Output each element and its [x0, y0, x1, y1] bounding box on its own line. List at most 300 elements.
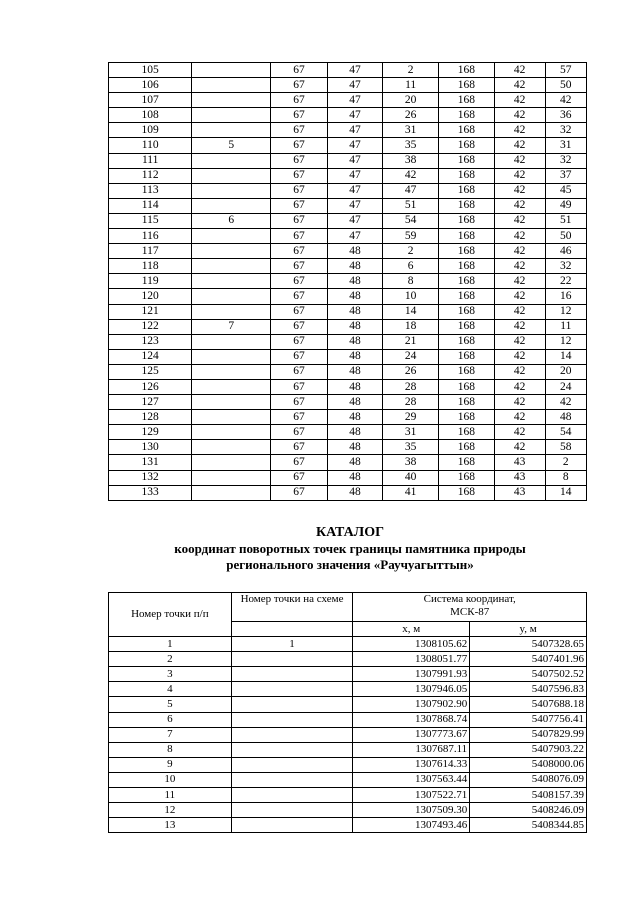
table-cell: 5407596.83 [470, 682, 587, 697]
table-cell: 67 [271, 274, 328, 289]
table-cell: 24 [545, 379, 586, 394]
table-cell: 116 [109, 229, 192, 244]
table-cell: 51 [545, 213, 586, 228]
table-cell: 5408344.85 [470, 818, 587, 833]
table-cell: 1 [109, 637, 232, 652]
table-cell: 67 [271, 379, 328, 394]
table-cell: 1307522.71 [353, 788, 470, 803]
table-cell [231, 682, 353, 697]
table-cell: 51 [383, 198, 439, 213]
table-row [109, 425, 587, 440]
table-cell: 113 [109, 183, 192, 198]
table-cell: 47 [327, 183, 383, 198]
table-row [109, 274, 587, 289]
table-row [109, 727, 587, 742]
table-cell: 168 [438, 153, 494, 168]
table-cell: 48 [327, 455, 383, 470]
table-cell [192, 410, 271, 425]
table-cell [192, 364, 271, 379]
table-cell: 12 [545, 334, 586, 349]
table-cell: 67 [271, 213, 328, 228]
header-coord-system [353, 593, 587, 622]
table-cell: 115 [109, 213, 192, 228]
table-cell: 5407688.18 [470, 697, 587, 712]
table-cell: 42 [494, 78, 545, 93]
table-cell: 50 [545, 78, 586, 93]
table-cell: 1307773.67 [353, 727, 470, 742]
table-cell: 48 [327, 334, 383, 349]
table-cell: 67 [271, 319, 328, 334]
table-cell: 168 [438, 183, 494, 198]
table-row [109, 440, 587, 455]
table-cell [231, 727, 353, 742]
table-cell [192, 259, 271, 274]
table-cell: 168 [438, 63, 494, 78]
table-cell: 42 [494, 198, 545, 213]
header-point-number: Номер точки п/п [109, 593, 232, 637]
table-cell: 47 [327, 63, 383, 78]
table-cell: 67 [271, 410, 328, 425]
table-cell: 107 [109, 93, 192, 108]
table-cell: 1307946.05 [353, 682, 470, 697]
table-cell [192, 470, 271, 485]
table-cell: 42 [494, 138, 545, 153]
table-cell [231, 772, 353, 787]
table-cell [192, 349, 271, 364]
table-row [109, 379, 587, 394]
table-cell [192, 244, 271, 259]
table-cell: 41 [383, 485, 439, 500]
table-cell: 67 [271, 334, 328, 349]
table-cell: 32 [545, 259, 586, 274]
table-cell: 122 [109, 319, 192, 334]
table-cell: 14 [383, 304, 439, 319]
table-cell: 111 [109, 153, 192, 168]
table-row [109, 485, 587, 500]
table-cell: 119 [109, 274, 192, 289]
table-cell: 124 [109, 349, 192, 364]
table-cell: 1307493.46 [353, 818, 470, 833]
table-cell: 130 [109, 440, 192, 455]
table-cell: 67 [271, 304, 328, 319]
table-cell: 168 [438, 168, 494, 183]
table-cell: 127 [109, 395, 192, 410]
table-cell [192, 93, 271, 108]
table-row [109, 259, 587, 274]
table-cell: 11 [109, 788, 232, 803]
table-cell: 67 [271, 244, 328, 259]
table-row [109, 138, 587, 153]
table-cell: 67 [271, 364, 328, 379]
table-cell [192, 455, 271, 470]
table-row [109, 697, 587, 712]
table-cell: 47 [327, 108, 383, 123]
table-row [109, 304, 587, 319]
table-row [109, 108, 587, 123]
table-cell: 168 [438, 455, 494, 470]
table-cell: 48 [327, 485, 383, 500]
table-cell: 47 [327, 198, 383, 213]
table-cell: 67 [271, 425, 328, 440]
table-cell: 67 [271, 183, 328, 198]
table-cell [192, 183, 271, 198]
table-cell: 133 [109, 485, 192, 500]
table-row [109, 667, 587, 682]
table-cell: 67 [271, 168, 328, 183]
table-cell: 48 [327, 395, 383, 410]
table-cell: 42 [494, 395, 545, 410]
table-cell: 168 [438, 93, 494, 108]
table-cell: 42 [494, 349, 545, 364]
header-scheme-number: Номер точки на схеме [231, 593, 353, 622]
table-cell: 5407829.99 [470, 727, 587, 742]
table-cell: 42 [494, 334, 545, 349]
table-cell: 1308105.62 [353, 637, 470, 652]
table-header-row [109, 593, 587, 622]
table-cell: 168 [438, 213, 494, 228]
table-cell: 67 [271, 93, 328, 108]
table-cell [192, 485, 271, 500]
table-cell: 168 [438, 198, 494, 213]
table-cell: 114 [109, 198, 192, 213]
catalog-subtitle-line1: координат поворотных точек границы памятника природы [174, 541, 526, 556]
table-cell [192, 63, 271, 78]
table-cell: 168 [438, 78, 494, 93]
table-cell: 67 [271, 259, 328, 274]
table-cell: 59 [383, 229, 439, 244]
table-cell: 42 [494, 274, 545, 289]
table-row [109, 289, 587, 304]
table-cell: 2 [545, 455, 586, 470]
table-cell [192, 274, 271, 289]
table-row [109, 712, 587, 727]
table-cell: 67 [271, 63, 328, 78]
table-cell: 5407401.96 [470, 652, 587, 667]
table-cell: 4 [109, 682, 232, 697]
catalog-title-block [60, 525, 640, 573]
table-cell: 35 [383, 138, 439, 153]
table-row [109, 818, 587, 833]
table-cell: 38 [383, 455, 439, 470]
table-cell: 21 [383, 334, 439, 349]
table-row [109, 198, 587, 213]
table-cell: 168 [438, 304, 494, 319]
table-cell: 131 [109, 455, 192, 470]
table-cell: 47 [327, 168, 383, 183]
table-cell: 49 [545, 198, 586, 213]
table-cell: 28 [383, 395, 439, 410]
table-cell: 36 [545, 108, 586, 123]
table-cell: 48 [327, 470, 383, 485]
table-cell: 11 [383, 78, 439, 93]
table-cell: 18 [383, 319, 439, 334]
table-cell: 168 [438, 123, 494, 138]
table-cell: 1307687.11 [353, 742, 470, 757]
table-cell: 14 [545, 349, 586, 364]
table-cell [192, 425, 271, 440]
table-cell [231, 697, 353, 712]
table-cell: 168 [438, 440, 494, 455]
table-cell: 47 [327, 213, 383, 228]
table-row [109, 93, 587, 108]
table-cell [231, 818, 353, 833]
table-cell: 42 [545, 93, 586, 108]
table-cell: 47 [327, 229, 383, 244]
table-cell: 48 [327, 410, 383, 425]
table-cell [192, 440, 271, 455]
table-cell: 42 [494, 425, 545, 440]
table-cell: 109 [109, 123, 192, 138]
table-cell: 112 [109, 168, 192, 183]
table-row [109, 652, 587, 667]
table-row [109, 123, 587, 138]
table-cell: 48 [327, 259, 383, 274]
table-cell: 6 [109, 712, 232, 727]
table-cell: 67 [271, 289, 328, 304]
table-cell: 42 [494, 440, 545, 455]
table-cell: 5407903.22 [470, 742, 587, 757]
table-row [109, 788, 587, 803]
table-row [109, 682, 587, 697]
table-cell [192, 289, 271, 304]
table-cell: 67 [271, 123, 328, 138]
table-cell: 125 [109, 364, 192, 379]
table-cell: 47 [327, 78, 383, 93]
table-cell: 57 [545, 63, 586, 78]
table-cell: 58 [545, 440, 586, 455]
table-cell [192, 108, 271, 123]
table-cell: 123 [109, 334, 192, 349]
table-cell [231, 652, 353, 667]
table-cell: 48 [327, 244, 383, 259]
table-cell: 42 [494, 364, 545, 379]
table-cell: 168 [438, 470, 494, 485]
table-cell: 50 [545, 229, 586, 244]
table-cell: 48 [327, 289, 383, 304]
table-cell [192, 198, 271, 213]
table-row [109, 183, 587, 198]
table-cell: 128 [109, 410, 192, 425]
table-cell: 48 [327, 304, 383, 319]
table-cell: 168 [438, 244, 494, 259]
table-cell: 132 [109, 470, 192, 485]
coordinates-dms-table [108, 62, 587, 501]
table-cell: 67 [271, 108, 328, 123]
table-cell [192, 123, 271, 138]
table-cell: 168 [438, 229, 494, 244]
table-row [109, 349, 587, 364]
table-cell: 118 [109, 259, 192, 274]
table-cell: 67 [271, 470, 328, 485]
table-cell: 47 [327, 138, 383, 153]
table-cell [192, 153, 271, 168]
table-cell: 12 [545, 304, 586, 319]
table-cell: 28 [383, 379, 439, 394]
table-cell: 117 [109, 244, 192, 259]
table-cell: 67 [271, 78, 328, 93]
table-cell: 40 [383, 470, 439, 485]
table-cell: 8 [545, 470, 586, 485]
table-cell [192, 395, 271, 410]
table-cell: 11 [545, 319, 586, 334]
table-cell: 168 [438, 334, 494, 349]
table-cell: 54 [545, 425, 586, 440]
table-cell: 42 [383, 168, 439, 183]
table-cell: 9 [109, 757, 232, 772]
table-row [109, 742, 587, 757]
table-cell: 42 [494, 319, 545, 334]
table-cell: 1307902.90 [353, 697, 470, 712]
table-cell: 126 [109, 379, 192, 394]
table-cell: 42 [494, 229, 545, 244]
table-cell: 46 [545, 244, 586, 259]
table-cell [231, 803, 353, 818]
table-cell: 20 [383, 93, 439, 108]
table-cell: 47 [327, 123, 383, 138]
table-cell: 20 [545, 364, 586, 379]
table-row [109, 153, 587, 168]
table-row [109, 168, 587, 183]
table-cell: 13 [109, 818, 232, 833]
table-cell: 129 [109, 425, 192, 440]
table-cell: 168 [438, 379, 494, 394]
table-cell: 32 [545, 153, 586, 168]
table-row [109, 364, 587, 379]
table-cell: 48 [327, 274, 383, 289]
table-cell: 38 [383, 153, 439, 168]
table-cell: 67 [271, 395, 328, 410]
table-cell: 42 [494, 123, 545, 138]
table-cell: 42 [494, 183, 545, 198]
table-cell: 48 [327, 379, 383, 394]
table-cell [231, 712, 353, 727]
table-cell: 67 [271, 138, 328, 153]
table-row [109, 334, 587, 349]
table-cell: 168 [438, 410, 494, 425]
header-x: x, м [353, 622, 470, 637]
table-cell: 42 [494, 379, 545, 394]
table-cell: 12 [109, 803, 232, 818]
table-cell: 1307563.44 [353, 772, 470, 787]
header-y: y, м [470, 622, 587, 637]
table-cell: 168 [438, 259, 494, 274]
table-cell: 8 [109, 742, 232, 757]
table-cell [192, 78, 271, 93]
table-cell: 3 [109, 667, 232, 682]
table-cell: 31 [383, 123, 439, 138]
table-cell: 168 [438, 319, 494, 334]
table-cell [192, 168, 271, 183]
table-cell: 106 [109, 78, 192, 93]
table-cell: 67 [271, 455, 328, 470]
table-cell: 47 [327, 93, 383, 108]
table-cell: 2 [383, 244, 439, 259]
table-cell: 48 [327, 364, 383, 379]
table-cell: 168 [438, 289, 494, 304]
table-cell: 6 [192, 213, 271, 228]
table-cell: 48 [327, 319, 383, 334]
table-cell: 42 [494, 259, 545, 274]
table-row [109, 213, 587, 228]
table-cell: 67 [271, 440, 328, 455]
table-cell: 7 [109, 727, 232, 742]
table-cell: 121 [109, 304, 192, 319]
table-cell: 32 [545, 123, 586, 138]
table-cell: 67 [271, 349, 328, 364]
coordinates-dms-table-body [109, 63, 587, 501]
table-cell: 168 [438, 108, 494, 123]
table-cell [231, 788, 353, 803]
table-row [109, 63, 587, 78]
table-cell: 168 [438, 485, 494, 500]
table-cell: 29 [383, 410, 439, 425]
table-cell: 42 [494, 289, 545, 304]
table-row [109, 757, 587, 772]
table-cell: 1308051.77 [353, 652, 470, 667]
table-row [109, 470, 587, 485]
table-cell: 6 [383, 259, 439, 274]
table-cell: 67 [271, 485, 328, 500]
table-cell: 10 [383, 289, 439, 304]
table-row [109, 78, 587, 93]
table-cell: 1307509.30 [353, 803, 470, 818]
table-cell [192, 304, 271, 319]
table-cell: 35 [383, 440, 439, 455]
table-cell: 5 [192, 138, 271, 153]
table-row [109, 319, 587, 334]
table-cell: 5408157.39 [470, 788, 587, 803]
table-cell: 5408246.09 [470, 803, 587, 818]
table-cell: 5407502.52 [470, 667, 587, 682]
table-cell: 108 [109, 108, 192, 123]
table-cell: 42 [494, 108, 545, 123]
table-row [109, 410, 587, 425]
coordinates-msk-table [108, 592, 587, 833]
table-row [109, 229, 587, 244]
table-cell [231, 667, 353, 682]
table-cell: 54 [383, 213, 439, 228]
table-cell: 43 [494, 485, 545, 500]
table-cell: 1 [231, 637, 353, 652]
table-cell: 14 [545, 485, 586, 500]
table-row [109, 637, 587, 652]
table-cell: 42 [494, 168, 545, 183]
coordinates-msk-table-body [109, 637, 587, 833]
table-cell [231, 757, 353, 772]
table-cell: 110 [109, 138, 192, 153]
table-cell: 24 [383, 349, 439, 364]
table-cell: 67 [271, 229, 328, 244]
table-cell: 31 [383, 425, 439, 440]
table-cell: 47 [327, 153, 383, 168]
table-cell [192, 229, 271, 244]
table-cell: 1307614.33 [353, 757, 470, 772]
table-cell: 7 [192, 319, 271, 334]
table-cell: 48 [327, 349, 383, 364]
table-cell: 48 [327, 425, 383, 440]
header-coord-system-line1: Система координат, [423, 593, 516, 605]
header-empty-cell [231, 622, 353, 637]
table-cell: 8 [383, 274, 439, 289]
table-cell: 1307991.93 [353, 667, 470, 682]
table-cell: 5408000.06 [470, 757, 587, 772]
table-cell: 5 [109, 697, 232, 712]
table-cell: 120 [109, 289, 192, 304]
table-cell: 43 [494, 470, 545, 485]
table-cell [192, 334, 271, 349]
table-cell [192, 379, 271, 394]
table-cell: 26 [383, 364, 439, 379]
